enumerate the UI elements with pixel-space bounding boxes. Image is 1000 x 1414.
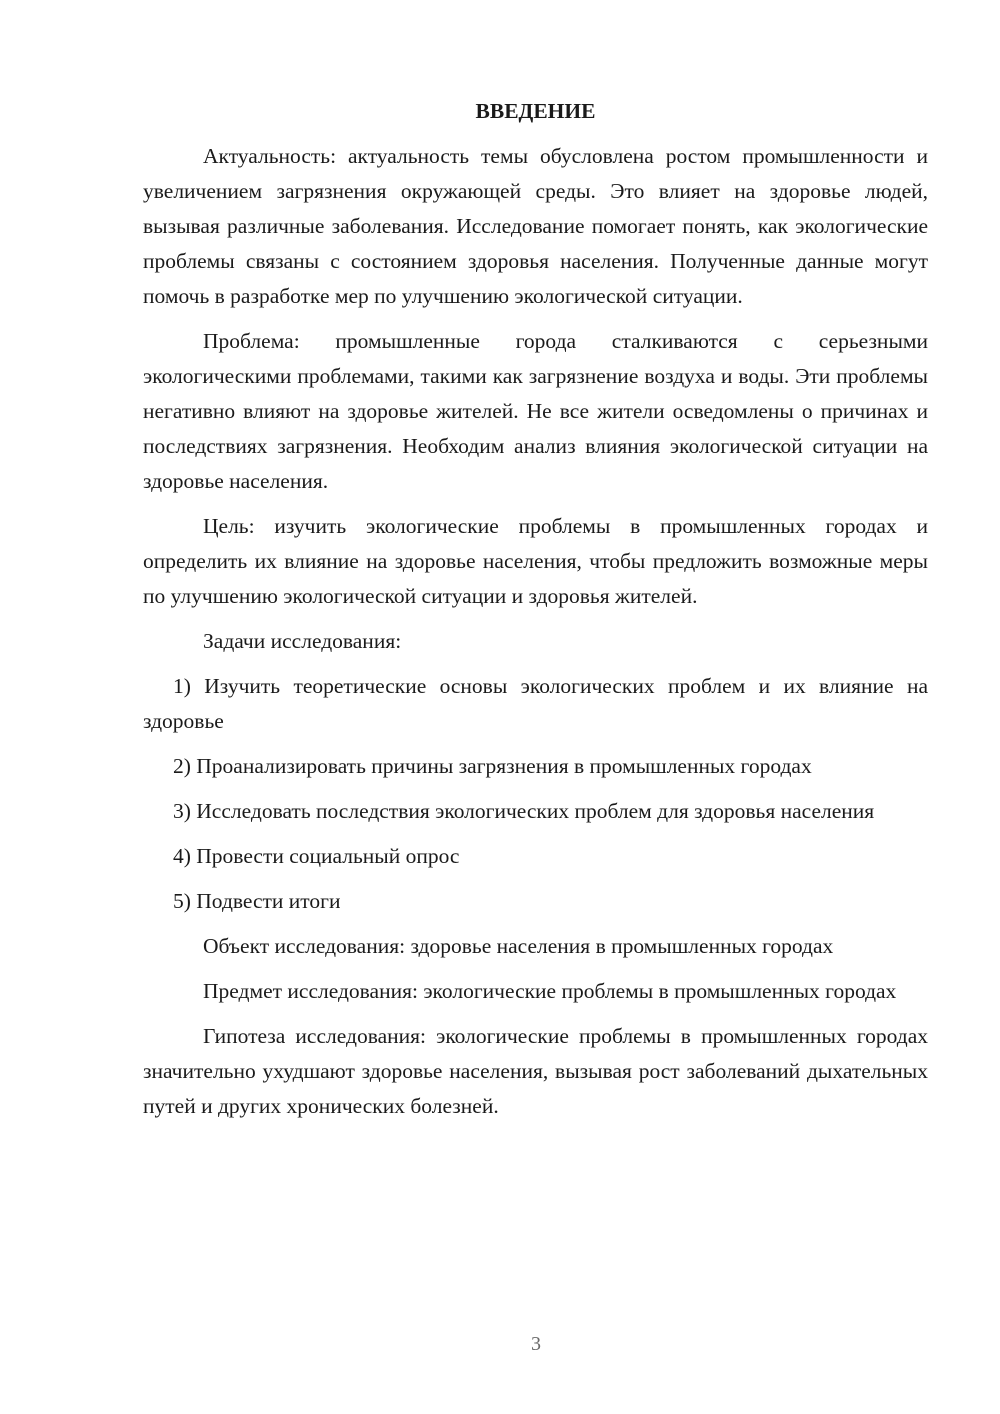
tasks-heading: Задачи исследования:	[203, 629, 402, 653]
object-paragraph: Объект исследования: здоровье населения в промышленных городах	[203, 934, 834, 958]
task-item-4: 4) Провести социальный опрос	[173, 844, 460, 868]
page-title: ВВЕДЕНИЕ	[475, 99, 596, 123]
relevance-paragraph: Актуальность: актуальность темы обусловлена ростом промышленности и увеличением загрязнения окружающей среды. Это влияет на здоровье людей, вызывая различные заболевания. Исследование помогает понять, как экологические проблемы связаны с состоянием здоровья населения. Полученные данные могут помочь в разработке мер по улучшению экологической ситуации.	[143, 144, 928, 308]
problem-paragraph: Проблема: промышленные города сталкиваются с серьезными экологическими проблемами, такими как загрязнение воздуха и воды. Эти проблемы негативно влияют на здоровье жителей. Не все жители осведомлены о причинах и последствиях загрязнения. Необходим анализ влияния экологической ситуации на здоровье населения.	[143, 329, 928, 493]
goal-paragraph: Цель: изучить экологические проблемы в промышленных городах и определить их влияние на здоровье населения, чтобы предложить возможные меры по улучшению экологической ситуации и здоровья жителей.	[143, 514, 928, 608]
page-number: 3	[531, 1333, 541, 1355]
task-item-5: 5) Подвести итоги	[173, 889, 341, 913]
task-item-3: 3) Исследовать последствия экологических проблем для здоровья населения	[173, 799, 875, 823]
task-item-1: 1) Изучить теоретические основы экологических проблем и их влияние на здоровье	[143, 674, 928, 733]
subject-paragraph: Предмет исследования: экологические проблемы в промышленных городах	[203, 979, 897, 1003]
hypothesis-paragraph: Гипотеза исследования: экологические проблемы в промышленных городах значительно ухудшают здоровье населения, вызывая рост заболеваний дыхательных путей и других хронических болезней.	[143, 1024, 928, 1118]
document-page	[143, 93, 928, 1134]
task-item-2: 2) Проанализировать причины загрязнения в промышленных городах	[173, 754, 812, 778]
